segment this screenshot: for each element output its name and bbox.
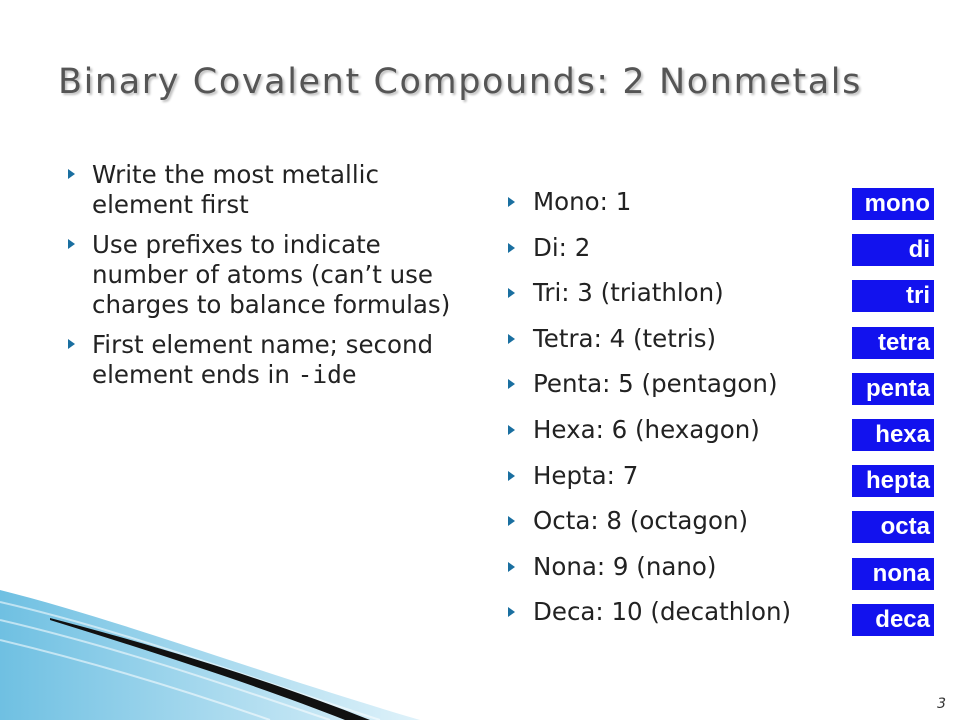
bullet-arrow-icon [508, 562, 515, 572]
bullet-text [92, 330, 478, 390]
prefix-image-column [846, 188, 934, 650]
prefix-image-octa: octa [846, 511, 934, 543]
prefix-bullet-item [508, 188, 838, 216]
bullet-arrow-icon [508, 288, 515, 298]
prefix-bullet-item [508, 507, 838, 535]
bullet-arrow-icon [508, 379, 515, 389]
bullet-text-main: First element name; second element ends in [92, 330, 434, 389]
prefix-image-tetra: tetra [846, 327, 934, 359]
prefix-bullet-text: Hepta: 7 [533, 460, 639, 490]
bullet-arrow-icon [508, 516, 515, 526]
right-bullet-list [508, 188, 838, 644]
prefix-bullet-item [508, 553, 838, 581]
bullet-arrow-icon [68, 239, 75, 249]
prefix-bullet-item [508, 325, 838, 353]
prefix-bullet-text: Nona: 9 (nano) [533, 551, 717, 581]
decorative-swoosh [0, 560, 420, 720]
prefix-bullet-text: Tri: 3 (triathlon) [533, 278, 724, 308]
prefix-image-hexa: hexa [846, 419, 934, 451]
bullet-arrow-icon [508, 334, 515, 344]
bullet-arrow-icon [508, 425, 515, 435]
prefix-bullet-item [508, 598, 838, 626]
prefix-bullet-text: Deca: 10 (decathlon) [533, 597, 792, 627]
bullet-text: Write the most metallic element first [92, 160, 379, 219]
prefix-image-penta: penta [846, 373, 934, 405]
slide-title: Binary Covalent Compounds: 2 Nonmetals [58, 62, 862, 102]
prefix-bullet-text: Mono: 1 [533, 188, 632, 216]
prefix-image-tri: tri [846, 280, 934, 312]
bullet-arrow-icon [68, 339, 75, 349]
bullet-arrow-icon [508, 197, 515, 207]
bullet-text: Use prefixes to indicate number of atoms (can’t use charges to balance formulas) [92, 230, 451, 319]
prefix-bullet-item [508, 234, 838, 262]
prefix-bullet-item [508, 370, 838, 398]
prefix-image-hepta: hepta [846, 465, 934, 497]
prefix-bullet-text: Hexa: 6 (hexagon) [533, 414, 760, 444]
ide-suffix: -ide [297, 360, 357, 389]
left-bullet-item [68, 330, 478, 390]
prefix-bullet-item [508, 416, 838, 444]
bullet-arrow-icon [508, 607, 515, 617]
left-bullet-item [68, 160, 478, 220]
prefix-image-di: di [846, 234, 934, 266]
prefix-bullet-text: Tetra: 4 (tetris) [533, 323, 717, 353]
bullet-arrow-icon [68, 169, 75, 179]
prefix-image-mono: mono [846, 188, 934, 220]
left-bullet-item [68, 230, 478, 320]
prefix-bullet-text: Di: 2 [533, 232, 591, 262]
prefix-bullet-text: Penta: 5 (pentagon) [533, 369, 778, 399]
bullet-arrow-icon [508, 471, 515, 481]
prefix-bullet-text: Octa: 8 (octagon) [533, 506, 749, 536]
prefix-bullet-item [508, 462, 838, 490]
page-number: 3 [937, 696, 946, 712]
bullet-arrow-icon [508, 243, 515, 253]
prefix-image-deca: deca [846, 604, 934, 636]
prefix-image-nona: nona [846, 558, 934, 590]
prefix-bullet-item [508, 279, 838, 307]
left-bullet-list [68, 160, 478, 400]
